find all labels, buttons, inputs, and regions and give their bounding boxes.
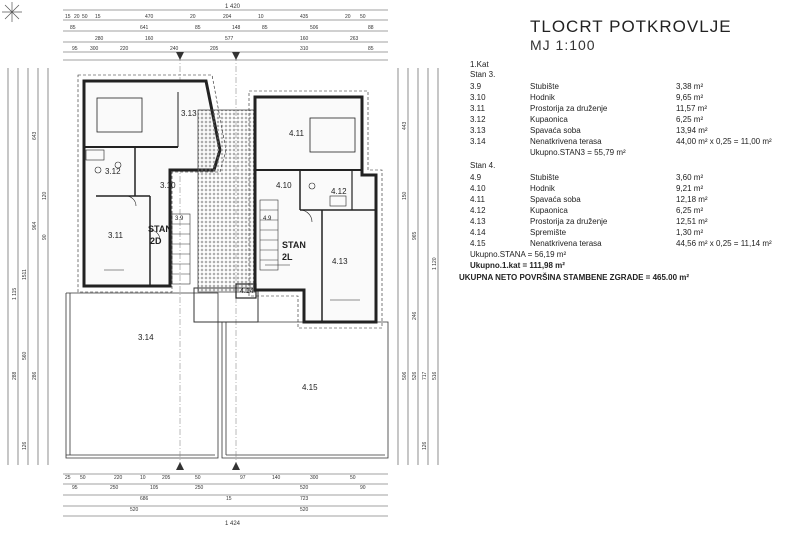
svg-text:20: 20 (190, 14, 196, 20)
svg-text:220: 220 (120, 46, 129, 52)
svg-text:1511: 1511 (22, 269, 28, 280)
svg-text:20: 20 (74, 14, 80, 20)
left-dimension-lines (8, 68, 48, 465)
svg-text:526: 526 (412, 371, 418, 380)
svg-text:105: 105 (150, 485, 159, 491)
legend-apt3-heading: Stan 3. (470, 70, 496, 79)
legend-apt4-heading: Stan 4. (470, 161, 496, 170)
legend-row-3-9: 3.9 Stubište 3,38 m² (470, 82, 704, 91)
svg-text:204: 204 (223, 14, 232, 20)
svg-text:280: 280 (95, 36, 104, 42)
svg-text:85: 85 (70, 25, 76, 31)
stan-2d-label-line2: 2D (150, 236, 162, 246)
bottom-dim-row1 (65, 475, 356, 481)
right-dim-labels (402, 121, 438, 450)
svg-text:577: 577 (225, 36, 234, 42)
legend-apt4-total: Ukupno.STANA = 56,19 m² (470, 250, 567, 259)
svg-text:25: 25 (65, 475, 71, 481)
svg-text:15: 15 (226, 496, 232, 502)
room-label-3-11: 3.11 (108, 231, 123, 240)
svg-text:120: 120 (42, 191, 48, 200)
top-dim-row2 (70, 25, 374, 31)
svg-text:205: 205 (210, 46, 219, 52)
legend-floor-total: Ukupno.1.kat = 111,98 m² (470, 261, 565, 270)
svg-text:10: 10 (258, 14, 264, 20)
svg-text:300: 300 (310, 475, 319, 481)
svg-text:85: 85 (195, 25, 201, 31)
room-label-3-14: 3.14 (138, 333, 154, 342)
room-label-4-12: 4.12 (331, 187, 347, 196)
room-label-4-11: 4.11 (289, 129, 304, 138)
svg-text:126: 126 (422, 441, 428, 450)
svg-text:20: 20 (345, 14, 351, 20)
svg-text:50: 50 (195, 475, 201, 481)
svg-text:506: 506 (402, 371, 408, 380)
bottom-dim-total: 1 424 (225, 521, 241, 527)
legend-grand-total: UKUPNA NETO POVRŠINA STAMBENE ZGRADE = 465.00 m² (459, 273, 690, 282)
room-label-4-13: 4.13 (332, 257, 348, 266)
top-dim-row3 (95, 36, 359, 42)
svg-text:300: 300 (90, 46, 99, 52)
svg-text:85: 85 (262, 25, 268, 31)
svg-text:246: 246 (412, 311, 418, 320)
legend-row-4-14: 4.14 Spremište 1,30 m² (470, 228, 704, 237)
svg-text:250: 250 (195, 485, 204, 491)
svg-text:1 120: 1 120 (432, 257, 438, 270)
svg-text:286: 286 (32, 371, 38, 380)
svg-text:220: 220 (114, 475, 123, 481)
svg-text:95: 95 (72, 46, 78, 52)
legend-row-3-13: 3.13 Spavaća soba 13,94 m² (470, 126, 708, 135)
svg-text:435: 435 (300, 14, 309, 20)
svg-text:85: 85 (368, 46, 374, 52)
room-label-3-9: 3.9 (175, 216, 184, 222)
svg-text:10: 10 (140, 475, 146, 481)
svg-text:50: 50 (80, 475, 86, 481)
room-label-3-10: 3.10 (160, 181, 176, 190)
legend-row-3-10: 3.10 Hodnik 9,65 m² (470, 93, 704, 102)
legend-row-4-9: 4.9 Stubište 3,60 m² (470, 173, 704, 182)
svg-text:95: 95 (72, 485, 78, 491)
room-label-4-14: 4.14 (240, 288, 254, 295)
svg-text:470: 470 (145, 14, 154, 20)
svg-text:310: 310 (300, 46, 309, 52)
svg-text:443: 443 (402, 121, 408, 130)
north-arrow-icon (2, 2, 22, 22)
room-label-4-10: 4.10 (276, 181, 292, 190)
legend-row-4-10: 4.10 Hodnik 9,21 m² (470, 184, 704, 193)
svg-text:288: 288 (12, 371, 18, 380)
svg-text:160: 160 (145, 36, 154, 42)
top-dim-row1 (65, 14, 366, 20)
legend-row-3-11: 3.11 Prostorija za druženje 11,57 m² (470, 104, 707, 113)
legend-row-4-15: 4.15 Nenatkrivena terasa 44,56 m² x 0,25 = 11,14 m² (470, 239, 772, 248)
svg-text:520: 520 (300, 507, 309, 513)
svg-text:686: 686 (140, 496, 149, 502)
apartment-4-walls (249, 91, 382, 328)
room-label-4-15: 4.15 (302, 383, 318, 392)
legend-row-3-12: 3.12 Kupaonica 6,25 m² (470, 115, 704, 124)
legend-row-4-12: 4.12 Kupaonica 6,25 m² (470, 206, 704, 215)
legend-row-4-13: 4.13 Prostorija za druženje 12,51 m² (470, 217, 708, 226)
svg-text:964: 964 (32, 221, 38, 230)
top-dim-row4 (72, 46, 374, 52)
svg-text:263: 263 (350, 36, 359, 42)
svg-text:205: 205 (162, 475, 171, 481)
svg-text:240: 240 (170, 46, 179, 52)
legend-floor-heading: 1.Kat (470, 60, 489, 69)
svg-text:88: 88 (368, 25, 374, 31)
bottom-dim-row2 (72, 485, 366, 491)
svg-text:520: 520 (300, 485, 309, 491)
room-label-4-9: 4.9 (263, 216, 272, 222)
top-dim-total: 1 420 (225, 4, 241, 10)
bottom-dim-row4 (130, 507, 309, 513)
svg-text:520: 520 (130, 507, 139, 513)
room-label-3-13: 3.13 (181, 109, 197, 118)
left-dim-labels (12, 131, 48, 450)
svg-text:250: 250 (110, 485, 119, 491)
svg-text:506: 506 (310, 25, 319, 31)
svg-text:15: 15 (95, 14, 101, 20)
svg-text:1 115: 1 115 (12, 287, 18, 300)
svg-text:50: 50 (350, 475, 356, 481)
stair-3-9 (172, 214, 190, 284)
bottom-dimension-lines (63, 474, 388, 516)
bottom-dim-row3 (140, 496, 309, 502)
svg-text:90: 90 (42, 234, 48, 240)
svg-text:641: 641 (140, 25, 149, 31)
legend-row-4-11: 4.11 Spavaća soba 12,18 m² (470, 195, 708, 204)
svg-text:50: 50 (82, 14, 88, 20)
stan-2d-label-line1: STAN (148, 224, 172, 234)
svg-text:516: 516 (432, 371, 438, 380)
svg-text:643: 643 (32, 131, 38, 140)
svg-text:160: 160 (300, 36, 309, 42)
legend-apt3-total: Ukupno.STAN3 = 55,79 m² (530, 148, 626, 157)
svg-text:723: 723 (300, 496, 309, 502)
stan-2l-label-line1: STAN (282, 240, 306, 250)
svg-text:126: 126 (22, 441, 28, 450)
svg-text:140: 140 (272, 475, 281, 481)
drawing-scale: MJ 1:100 (530, 37, 596, 53)
svg-text:15: 15 (65, 14, 71, 20)
svg-text:90: 90 (360, 485, 366, 491)
svg-text:717: 717 (422, 371, 428, 380)
legend-row-3-14: 3.14 Nenatkrivena terasa 44,00 m² x 0,25 = 11,00 m² (470, 137, 772, 146)
page-title: TLOCRT POTKROVLJE (530, 17, 732, 36)
terrace-3-14 (66, 293, 218, 458)
svg-text:965: 965 (412, 231, 418, 240)
svg-text:97: 97 (240, 475, 246, 481)
room-label-3-12: 3.12 (105, 167, 121, 176)
svg-text:50: 50 (360, 14, 366, 20)
svg-text:150: 150 (402, 191, 408, 200)
svg-text:148: 148 (232, 25, 241, 31)
stan-2l-label-line2: 2L (282, 252, 293, 262)
svg-text:560: 560 (22, 351, 28, 360)
